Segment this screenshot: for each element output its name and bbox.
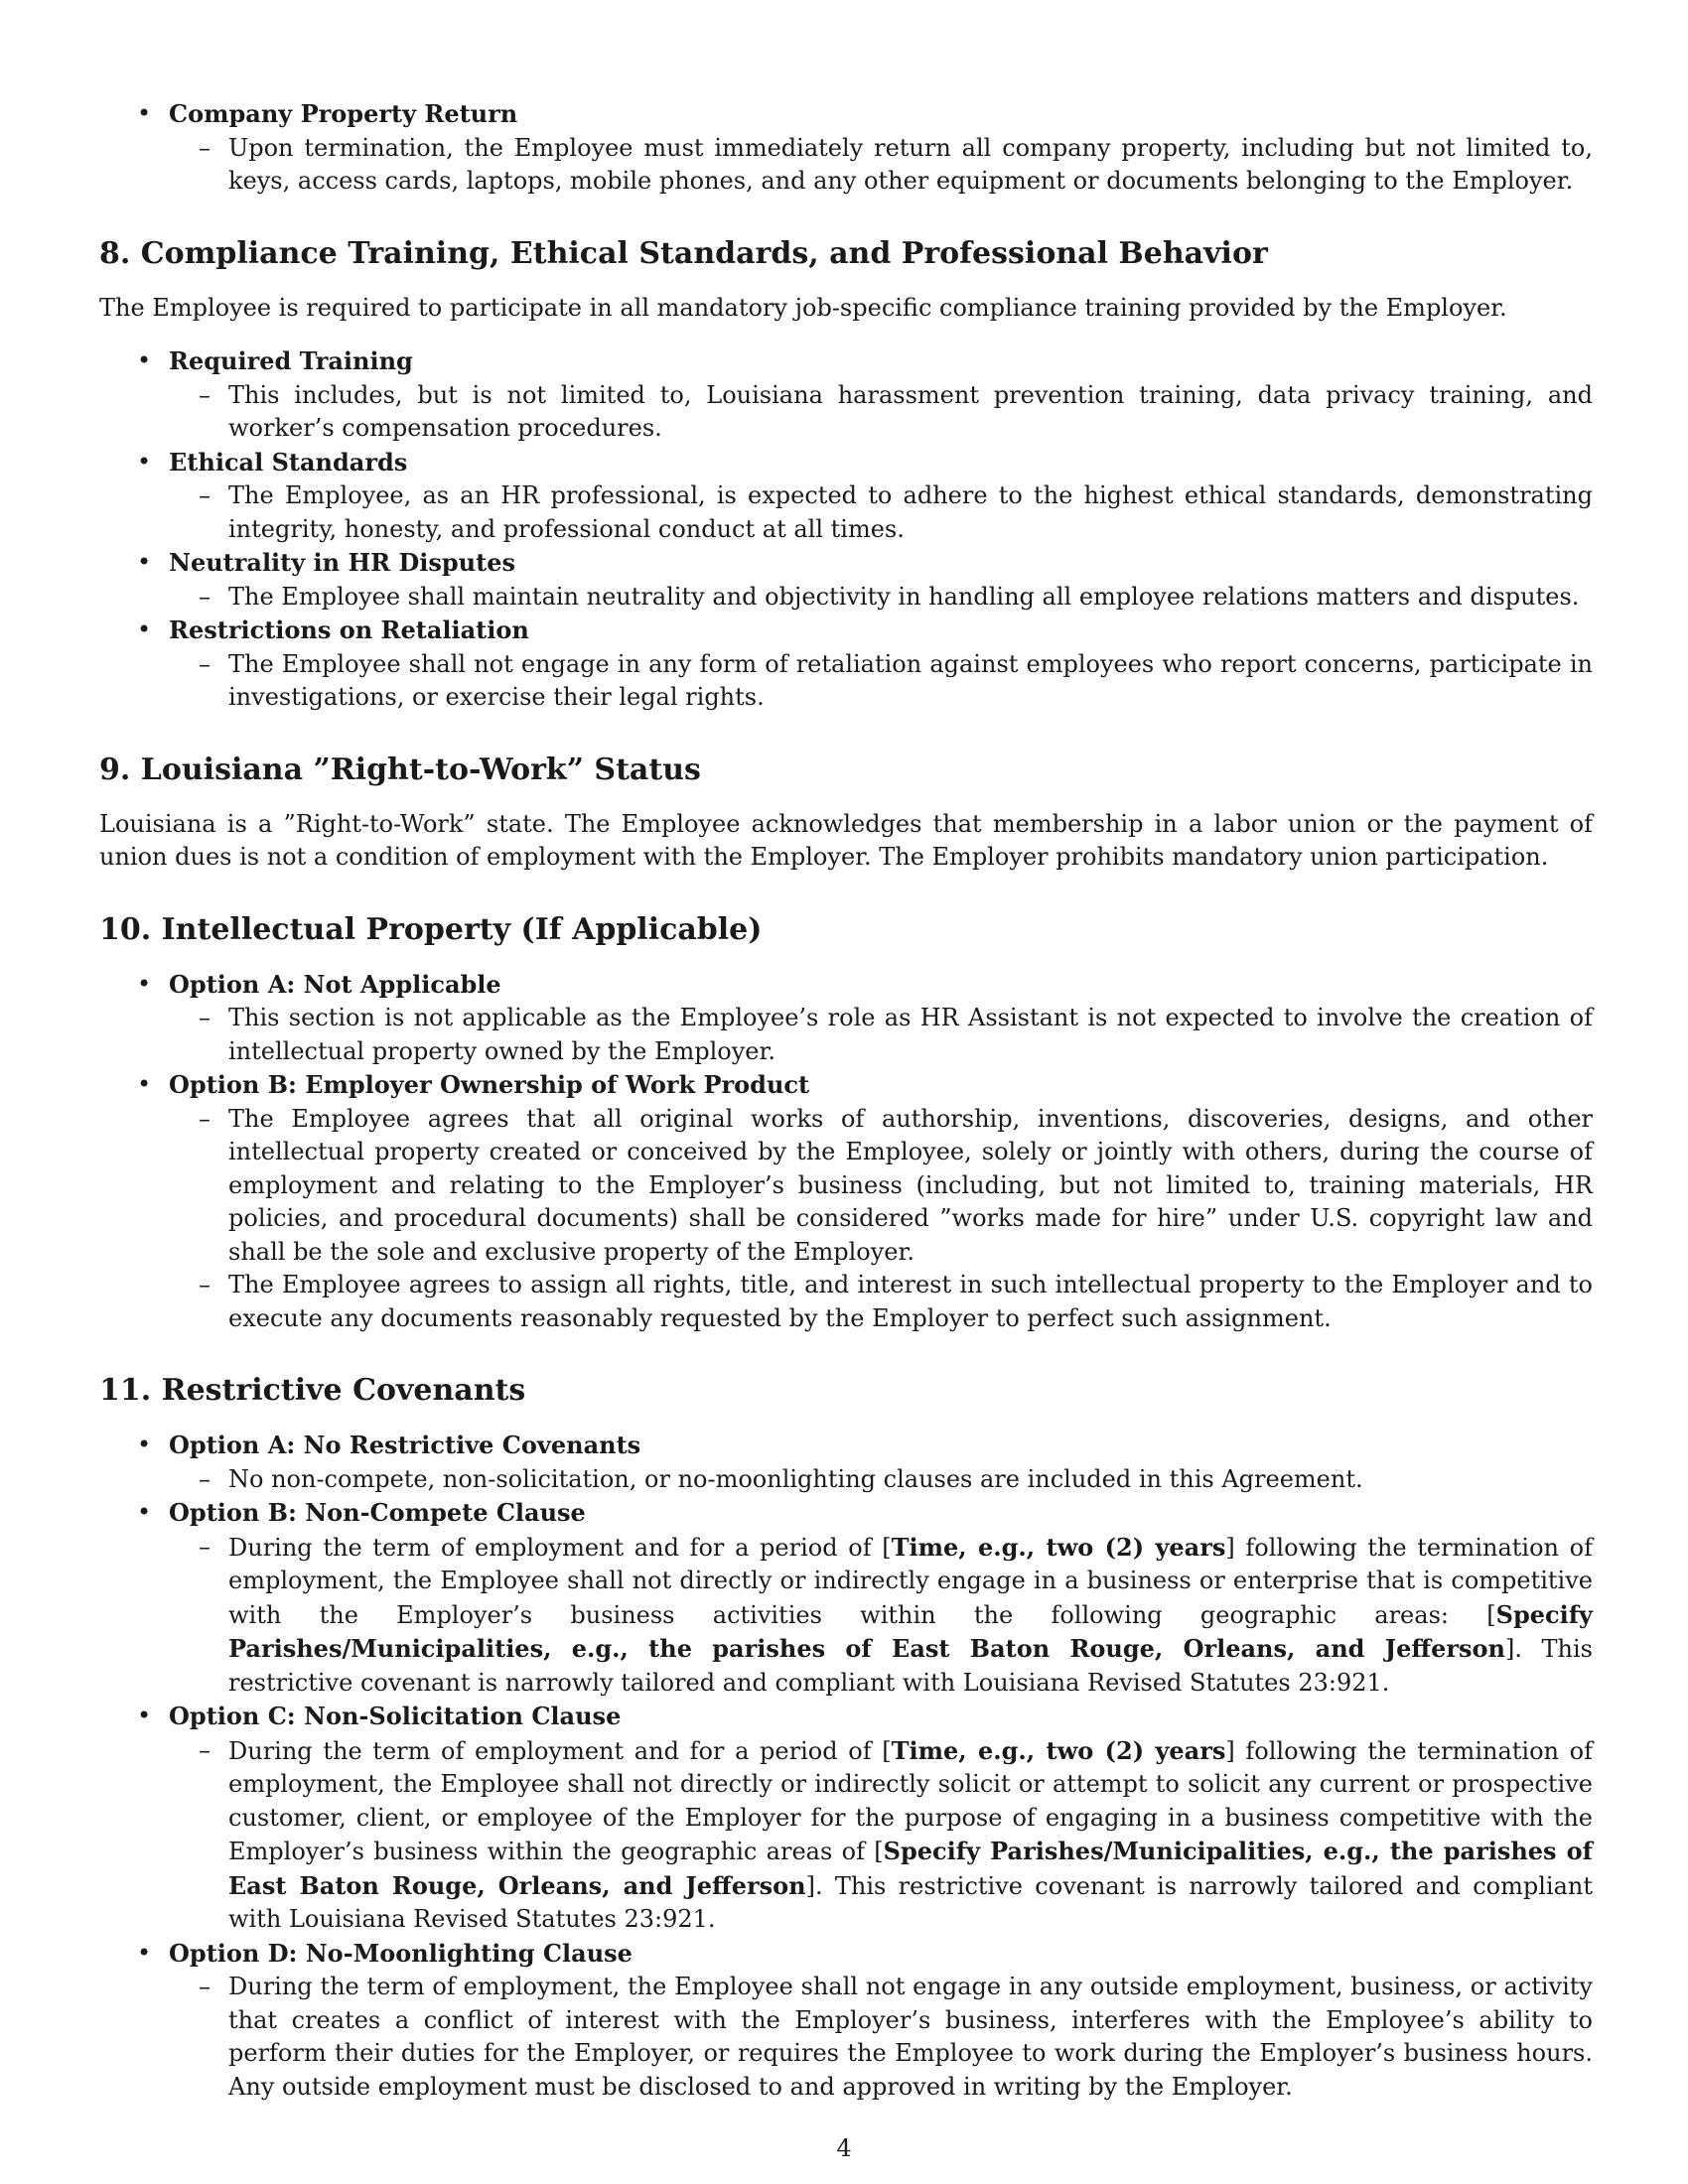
bullet-title: Option A: Not Applicable xyxy=(169,969,501,999)
bullet-rc-option-d xyxy=(99,1937,1593,1972)
placeholder-time: Time, e.g., two (2) years xyxy=(891,1532,1226,1562)
bullet-neutrality xyxy=(99,546,1593,581)
document-page xyxy=(99,97,1593,2104)
bullet-retaliation xyxy=(99,614,1593,648)
bullet-title: Option B: Employer Ownership of Work Product xyxy=(169,1070,810,1099)
bullet-title: Option C: Non-Solicitation Clause xyxy=(169,1702,622,1730)
bullet-ethical-standards xyxy=(99,446,1593,480)
text-run: During the term of employment and for a period of [ xyxy=(228,1533,892,1562)
bullet-title: Required Training xyxy=(169,346,413,375)
bullet-title: Option B: Non-Compete Clause xyxy=(169,1498,586,1527)
bullet-title: Option D: No-Moonlighting Clause xyxy=(169,1938,633,1968)
text-run: ]. This restrictive covenant is narrowly tailored and compliant with Louisiana Revised Statutes 23:921. xyxy=(228,1635,1593,1697)
bullet-detail: – During the term of employment, the Employee shall not engage in any outside employment, business, or activity that creates a conflict of interest with the Employer’s business, interferes with the Employee’s ability to perform their duties for the Employer, or requires the Employee to work during the Employer’s business hours. Any outside employment must be disclosed to and approved in writing by the Employer. xyxy=(99,1971,1593,2104)
bullet-ip-option-b xyxy=(99,1068,1593,1103)
bullet-detail: – The Employee shall maintain neutrality and objectivity in handling all employee relations matters and disputes. xyxy=(99,581,1593,614)
bullet-company-property-return xyxy=(99,97,1593,132)
text-run: ] following the termination of employment, the Employee shall not directly or indirectly solicit or attempt to solicit any current or prospective customer, client, or employee of the Employer for the purpose of engaging in a business competitive with the Employer’s business within the geographic areas of [ xyxy=(228,1736,1593,1865)
bullet-detail: – Upon termination, the Employee must immediately return all company property, including but not limited to, keys, access cards, laptops, mobile phones, and any other equipment or documents belonging to the Employer. xyxy=(99,132,1593,199)
page-number: 4 xyxy=(836,2134,852,2162)
placeholder-time: Time, e.g., two (2) years xyxy=(891,1735,1226,1765)
bullet-detail: – The Employee agrees to assign all rights, title, and interest in such intellectual property to the Employer and to execute any documents reasonably requested by the Employer to perfect such assignment. xyxy=(99,1269,1593,1335)
bullet-detail: – No non-compete, non-solicitation, or no-moonlighting clauses are included in this Agreement. xyxy=(99,1463,1593,1497)
text-run: During the term of employment and for a period of [ xyxy=(228,1736,892,1765)
text-run: ]. This restrictive covenant is narrowly tailored and compliant with Louisiana Revised Statutes 23:921. xyxy=(228,1871,1593,1933)
bullet-ip-option-a xyxy=(99,968,1593,1003)
section-11-heading: 11. Restrictive Covenants xyxy=(99,1373,526,1408)
bullet-title: Ethical Standards xyxy=(169,447,408,477)
bullet-rc-option-a xyxy=(99,1429,1593,1463)
placeholder-parishes: Specify Parishes/Municipalities, e.g., the parishes of East Baton Rouge, Orleans, and Jefferson xyxy=(228,1837,1593,1900)
bullet-rc-option-b xyxy=(99,1496,1593,1531)
bullet-detail: – The Employee shall not engage in any form of retaliation against employees who report concerns, participate in investigations, or exercise their legal rights. xyxy=(99,648,1593,715)
bullet-detail: – This includes, but is not limited to, Louisiana harassment prevention training, data privacy training, and worker’s compensation procedures. xyxy=(99,379,1593,446)
section-8-heading: 8. Compliance Training, Ethical Standards, and Professional Behavior xyxy=(99,235,1268,271)
bullet-title: Restrictions on Retaliation xyxy=(169,615,529,644)
bullet-detail xyxy=(99,1531,1593,1701)
bullet-title: Company Property Return xyxy=(169,99,518,128)
bullet-detail: – The Employee, as an HR professional, is expected to adhere to the highest ethical standards, demonstrating integrity, honesty, and professional conduct at all times. xyxy=(99,479,1593,546)
text-run: ] following the termination of employment, the Employee shall not directly or indirectly engage in a business or enterprise that is competitive with the Employer’s business activities within the following geographic areas: [ xyxy=(228,1533,1593,1629)
section-10-heading: 10. Intellectual Property (If Applicable) xyxy=(99,911,763,947)
bullet-detail: – This section is not applicable as the Employee’s role as HR Assistant is not expected to involve the creation of intellectual property owned by the Employer. xyxy=(99,1002,1593,1068)
section-9-text: Louisiana is a ”Right-to-Work” state. The Employee acknowledges that membership in a labor union or the payment of union dues is not a condition of employment with the Employer. The Employer prohibits mandatory union participation. xyxy=(99,809,1593,871)
section-8-intro: The Employee is required to participate in all mandatory job-specific compliance training provided by the Employer. xyxy=(99,293,1507,322)
bullet-required-training xyxy=(99,344,1593,379)
placeholder-parishes: Specify Parishes/Municipalities, e.g., the parishes of East Baton Rouge, Orleans, and Jefferson xyxy=(228,1599,1593,1663)
bullet-title: Option A: No Restrictive Covenants xyxy=(169,1431,641,1459)
bullet-title: Neutrality in HR Disputes xyxy=(169,548,515,577)
section-9-heading: 9. Louisiana ”Right-to-Work” Status xyxy=(99,751,701,787)
bullet-rc-option-c xyxy=(99,1700,1593,1734)
bullet-detail xyxy=(99,1734,1593,1937)
bullet-detail: – The Employee agrees that all original works of authorship, inventions, discoveries, designs, and other intellectual property created or conceived by the Employee, solely or jointly with others, during the course of employment and relating to the Employer’s business (including, but not limited to, training materials, HR policies, and procedural documents) shall be considered ”works made for hire” under U.S. copyright law and shall be the sole and exclusive property of the Employer. xyxy=(99,1103,1593,1270)
